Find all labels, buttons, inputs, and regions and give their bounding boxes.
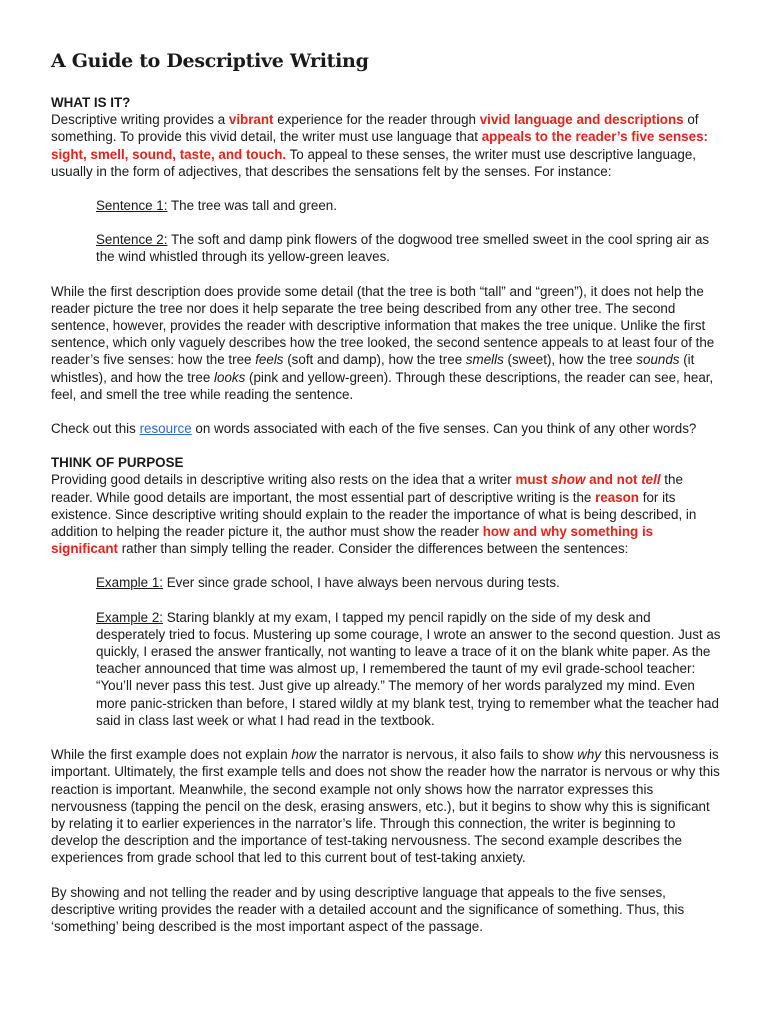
text-run: Descriptive writing provides a [51,112,229,128]
page-title: A Guide to Descriptive Writing [51,50,369,72]
italic-feels: feels [255,352,284,368]
text-run: experience for the reader through [273,112,480,128]
sentence-2-example [51,231,723,265]
highlight-how-and-why: how and why something is significant [51,524,654,557]
highlight-reason: reason [595,489,639,505]
text-run: Providing good details in descriptive writing also rests on the idea that a writer [51,472,516,488]
highlight-show: show [551,472,586,488]
sentence-2-text: The soft and damp pink flowers of the dogwood tree smelled sweet in the cool spring air as the wind whistled through its yellow-green leaves. [96,232,710,265]
text-run: for its existence. Since descriptive writing should explain to the reader the importance of what is being described, in addition to helping the reader picture it, the author must show the reader [51,489,697,540]
example-2 [51,609,723,729]
highlight-tell: tell [641,472,661,488]
section-heading-what-is-it: WHAT IS IT? [51,95,131,110]
intro-paragraph [51,111,723,180]
text-run: While the first description does provide some detail (that the tree is both “tall” and “green”), it does not help the reader picture the tree nor does it help separate the tree being described from any other tree. The second sentence, however, provides the reader with descriptive information that makes the tree unique. Unlike the first sentence, which only vaguely describes how the tree looked, the second sentence appeals to at least four of the reader’s five senses: how the tree [51,283,715,368]
sentence-2-label: Sentence 2: [96,232,168,248]
text-run: (it whistles), and how the tree [51,352,695,385]
highlight-five-senses: appeals to the reader’s five senses: sight, smell, sound, taste, and touch. [51,129,708,162]
highlight-vibrant: vibrant [228,112,274,128]
conclusion-paragraph: By showing and not telling the reader and by using descriptive language that appeals to the five senses, descriptive writing provides the reader with a detailed account and the significance of something. Thus, this ‘something’ being described is the most important aspect of the passage. [51,884,685,934]
sentence-1-example [51,197,723,214]
text-run: of something. To provide this vivid detail, the writer must use language that [51,112,699,145]
highlight-and-not: and not [585,472,642,488]
resource-paragraph [51,420,723,437]
example-2-text: Staring blankly at my exam, I tapped my pencil rapidly on the side of my desk and desperately tried to focus. Mustering up some courage, I wrote an answer to the second question. Just as quickly, I erased the answer frantically, not wanting to leave a trace of it on the blank white paper. As the teacher announced that time was almost up, I remembered the taunt of my evil grade-school teacher: “You’ll never pass this test. Just give up already.” The memory of her words paralyzed my mind. Even more panic-stricken than before, I stared wildly at my blank test, trying to remember what the teacher had said in class last week or what I had read in the textbook. [96,609,721,728]
text-run: While the first example does not explain [51,747,292,763]
example-1-label: Example 1: [96,575,163,591]
text-run: (sweet), how the tree [503,352,637,368]
sentence-1-text: The tree was tall and green. [167,198,337,214]
text-run: (pink and yellow-green). Through these descriptions, the reader can see, hear, feel, and smell the tree while reading the sentence. [51,369,714,402]
text-run: on words associated with each of the five senses. Can you think of any other words? [191,421,697,437]
tree-analysis-paragraph [51,283,723,403]
text-run: Check out this [51,421,140,437]
text-run: (soft and damp), how the tree [283,352,466,368]
italic-how: how [291,747,316,763]
text-run: rather than simply telling the reader. Consider the differences between the sentences: [117,541,629,557]
nervousness-analysis-paragraph [51,746,723,866]
text-run: the narrator is nervous, it also fails to show [316,747,578,763]
section-heading-think-of-purpose: THINK OF PURPOSE [51,455,184,471]
resource-link[interactable]: resource [139,421,192,437]
purpose-intro-paragraph [51,471,723,557]
example-2-label: Example 2: [96,609,163,625]
text-run: To appeal to these senses, the writer must use descriptive language, usually in the form of adjectives, that describes the sensations felt by the senses. For instance: [51,146,697,179]
sentence-1-label: Sentence 1: [96,198,168,214]
italic-looks: looks [214,369,246,385]
example-1-text: Ever since grade school, I have always been nervous during tests. [163,575,560,591]
italic-smells: smells [465,352,504,368]
document-page [51,48,723,952]
italic-why: why [577,747,602,763]
highlight-must: must [515,472,552,488]
example-1 [51,574,723,591]
highlight-vivid-language: vivid language and descriptions [479,112,684,128]
text-run: the reader. While good details are important, the most essential part of descriptive writing is the [51,472,683,505]
italic-sounds: sounds [636,352,680,368]
text-run: this nervousness is important. Ultimately, the first example tells and does not show the reader how the narrator is nervous or why this reaction is important. Meanwhile, the second example not only shows how the narrator expresses this nervousness (tapping the pencil on the desk, erasing answers, etc.), but it begins to show why this is significant by relating it to earlier experiences in the narrator’s life. Through this connection, the writer is beginning to develop the description and the importance of test-taking nervousness. The second example describes the experiences from grade school that led to this current bout of test-taking anxiety. [51,747,720,866]
